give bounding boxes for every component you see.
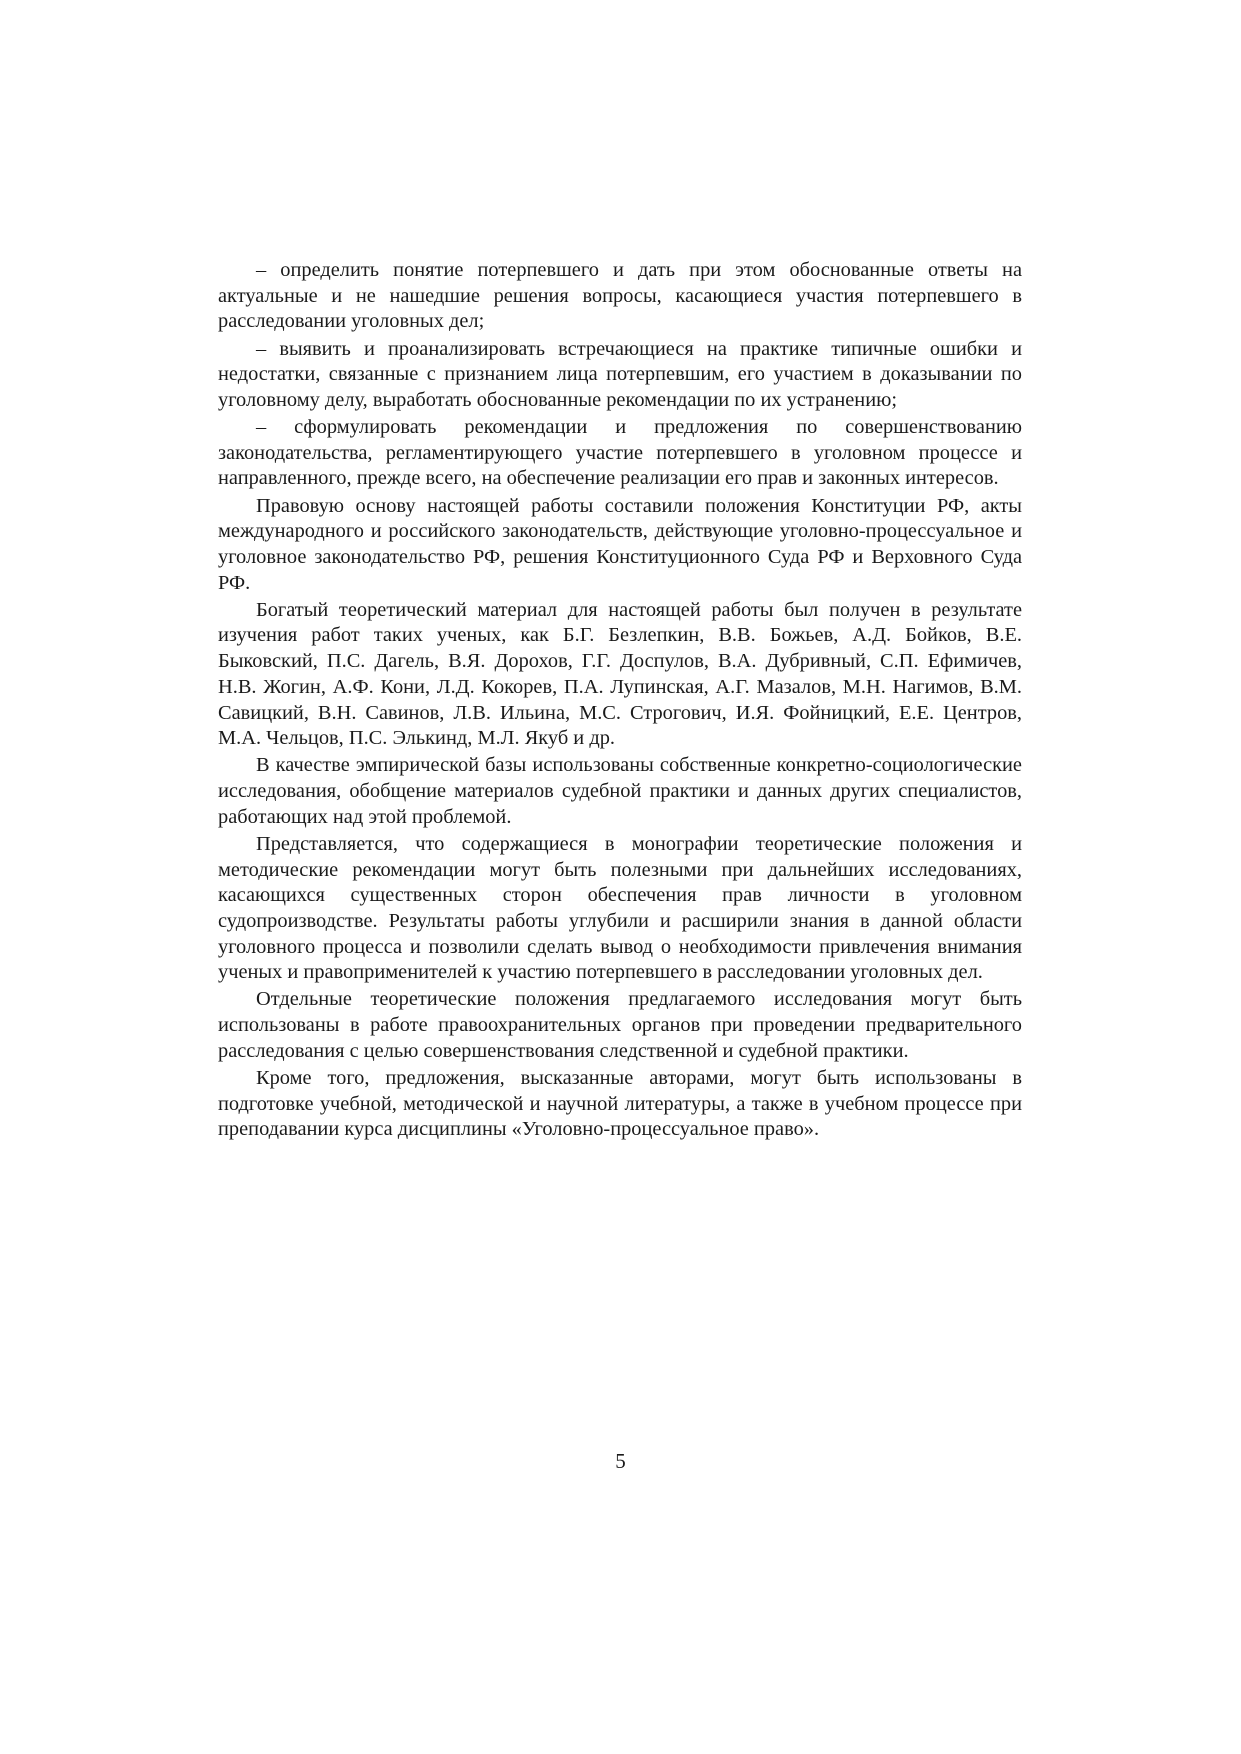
page-number: 5 [615,1449,626,1473]
paragraph-task-recommendations: – сформулировать рекомендации и предложения по совершенствованию законодательства, регламентирующего участие потерпевшего в уголовном процессе и направленного, прежде всего, на обеспечение реализации его прав и законных интересов. [218,416,1022,490]
paragraph-legal-basis: Правовую основу настоящей работы составили положения Конституции РФ, акты международного и российского законодательств, действующие уголовно-процессуальное и уголовное законодательство РФ, решения Конституционного Суда РФ и Верховного Суда РФ. [218,494,1022,594]
paragraph-significance: Представляется, что содержащиеся в монографии теоретические положения и методические рекомендации могут быть полезными при дальнейших исследованиях, касающихся существенных сторон обеспечения прав личности в уголовном судопроизводстве. Результаты работы углубили и расширили знания в данной области уголовного процесса и позволили сделать вывод о необходимости привлечения внимания ученых и правоприменителей к участию потерпевшего в расследовании уголовных дел. [218,832,1022,984]
paragraph-theoretical-material: Богатый теоретический материал для настоящей работы был получен в результате изучения работ таких ученых, как Б.Г. Безлепкин, В.В. Божьев, А.Д. Бойков, В.Е. Быковский, П.С. Дагель, В.Я. Дорохов, Г.Г. Доспулов, В.А. Дубривный, С.П. Ефимичев, Н.В. Жогин, А.Ф. Кони, Л.Д. Кокорев, П.А. Лупинская, А.Г. Мазалов, М.Н. Нагимов, В.М. Савицкий, В.Н. Савинов, Л.В. Ильина, М.С. Строгович, И.Я. Фойницкий, Е.Е. Центров, М.А. Чельцов, П.С. Элькинд, М.Л. Якуб и др. [218,598,1022,750]
paragraph-empirical-base: В качестве эмпирической базы использованы собственные конкретно-социологические исследования, обобщение материалов судебной практики и данных других специалистов, работающих над этой проблемой. [218,754,1022,828]
paragraph-task-define-victim: – определить понятие потерпевшего и дать при этом обоснованные ответы на актуальные и не нашедшие решения вопросы, касающиеся участия потерпевшего в расследовании уголовных дел; [218,259,1022,333]
paragraph-educational-use: Кроме того, предложения, высказанные авторами, могут быть использованы в подготовке учебной, методической и научной литературы, а также в учебном процессе при преподавании курса дисциплины «Уголовно-процессуальное право». [218,1066,1022,1141]
paragraph-task-identify-errors: – выявить и проанализировать встречающиеся на практике типичные ошибки и недостатки, связанные с признанием лица потерпевшим, его участием в доказывании по уголовному делу, выработать обоснованные рекомендации по их устранению; [218,337,1022,411]
paragraph-practical-use: Отдельные теоретические положения предлагаемого исследования могут быть использованы в работе правоохранительных органов при проведении предварительного расследования с целью совершенствования следственной и судебной практики. [218,988,1022,1062]
body-text [218,258,1022,1144]
